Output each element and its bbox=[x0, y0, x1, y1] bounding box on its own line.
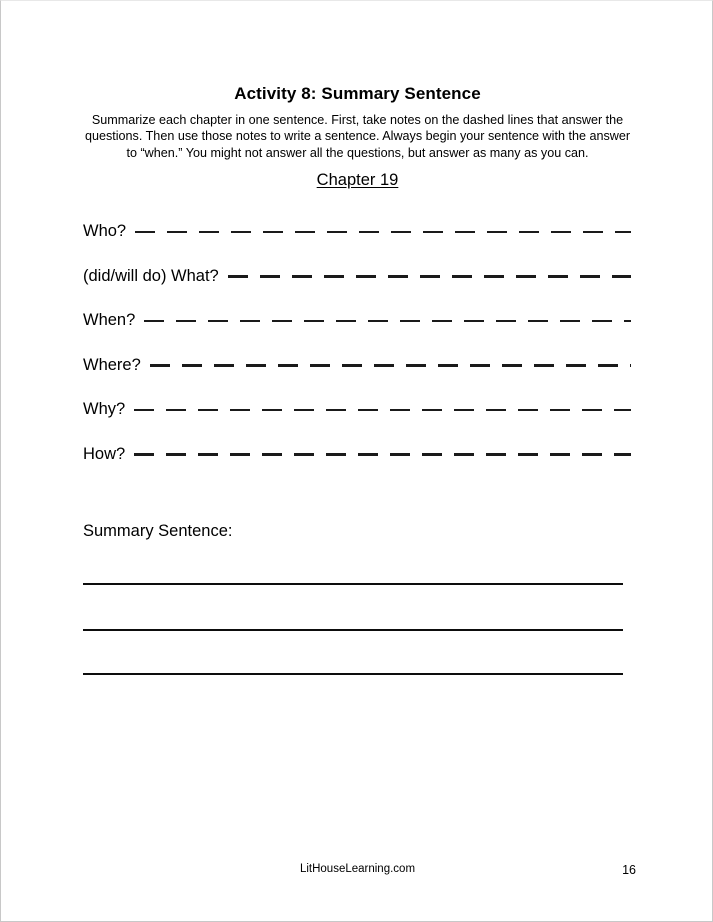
dashed-rule bbox=[150, 364, 631, 366]
question-label: Why? bbox=[83, 400, 126, 418]
dashed-rule bbox=[144, 320, 631, 322]
answer-dashed-line[interactable] bbox=[134, 443, 631, 459]
chapter-heading-label: Chapter 19 bbox=[316, 171, 399, 189]
dashed-rule bbox=[134, 409, 631, 411]
dashed-rule bbox=[135, 231, 631, 233]
answer-dashed-line[interactable] bbox=[135, 220, 631, 236]
answer-dashed-line[interactable] bbox=[150, 354, 631, 370]
question-label: How? bbox=[83, 444, 126, 463]
question-row-who bbox=[83, 220, 631, 265]
summary-writing-line[interactable] bbox=[83, 583, 623, 585]
question-label: (did/will do) What? bbox=[83, 266, 219, 285]
dashed-rule bbox=[228, 275, 631, 277]
answer-dashed-line[interactable] bbox=[228, 265, 631, 281]
footer-site-label: LitHouseLearning.com bbox=[299, 863, 416, 875]
summary-sentence-label: Summary Sentence: bbox=[83, 522, 233, 540]
question-row-where bbox=[83, 354, 631, 399]
summary-writing-line[interactable] bbox=[83, 673, 623, 675]
question-row-what bbox=[83, 265, 631, 310]
question-row-why bbox=[83, 398, 631, 443]
chapter-heading bbox=[1, 171, 713, 190]
question-list bbox=[83, 220, 631, 487]
answer-dashed-line[interactable] bbox=[144, 309, 631, 325]
answer-dashed-line[interactable] bbox=[134, 398, 631, 414]
question-label: Where? bbox=[83, 355, 141, 374]
footer-page-number: 16 bbox=[622, 863, 636, 877]
instructions-text: Summarize each chapter in one sentence. First, take notes on the dashed lines that answer the questions. Then use those notes to write a sentence. Always begin your sentence with the answer to “when.” You might not answer all the questions, but answer as many as you can. bbox=[84, 113, 631, 160]
question-row-how bbox=[83, 443, 631, 488]
question-label: Who? bbox=[83, 222, 127, 240]
summary-writing-line[interactable] bbox=[83, 629, 623, 631]
question-label: When? bbox=[83, 311, 136, 329]
dashed-rule bbox=[134, 453, 631, 455]
question-row-when bbox=[83, 309, 631, 354]
page-title: Activity 8: Summary Sentence bbox=[234, 84, 481, 103]
